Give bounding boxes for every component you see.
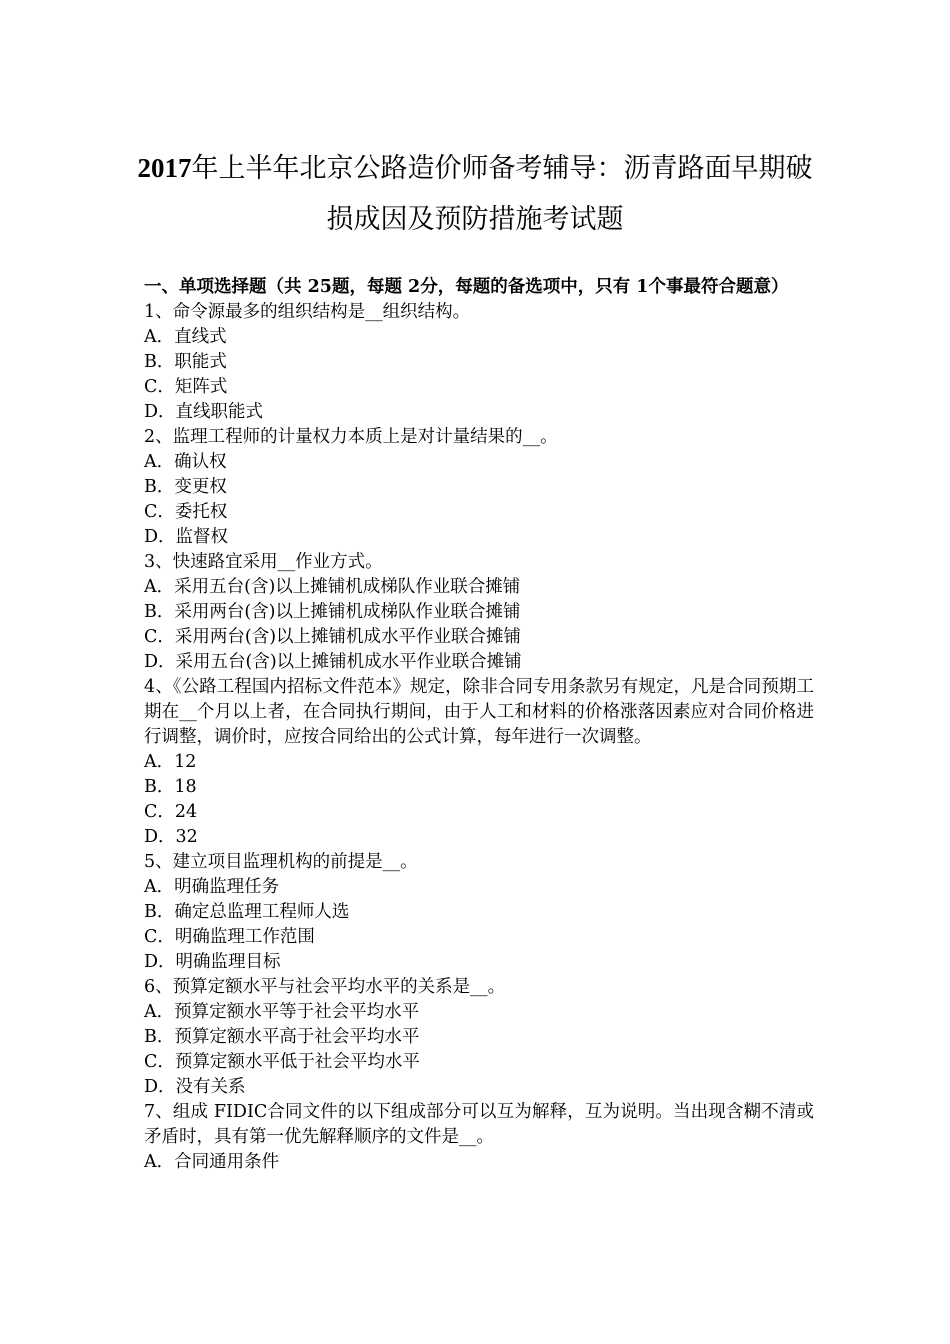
question-4: [144, 675, 814, 850]
section-heading: 一、单项选择题（共 25题，每题 2分，每题的备选项中，只有 1个事最符合题意）: [144, 277, 789, 297]
question-1: [144, 300, 814, 425]
option-a: A．采用五台(含)以上摊铺机成梯队作业联合摊铺: [144, 577, 521, 597]
option-d: D．监督权: [144, 527, 229, 547]
option-d: D．采用五台(含)以上摊铺机成水平作业联合摊铺: [144, 652, 522, 672]
option-a: A．直线式: [144, 327, 227, 347]
question-stem: 7、组成 FIDIC合同文件的以下组成部分可以互为解释，互为说明。当出现含糊不清或矛盾时，具有第一优先解释顺序的文件是__。: [144, 1102, 814, 1147]
question-stem: 6、预算定额水平与社会平均水平的关系是__。: [144, 977, 506, 997]
document-body: [144, 275, 814, 1175]
option-c: C．明确监理工作范围: [144, 927, 315, 947]
option-d: D．32: [144, 827, 198, 847]
option-b: B．预算定额水平高于社会平均水平: [144, 1027, 420, 1047]
question-stem: 5、建立项目监理机构的前提是__。: [144, 852, 418, 872]
option-b: B．18: [144, 777, 197, 797]
option-b: B．职能式: [144, 352, 227, 372]
option-a: A．明确监理任务: [144, 877, 280, 897]
question-6: [144, 975, 814, 1100]
title-year: 2017: [137, 153, 192, 183]
option-a: A．12: [144, 752, 197, 772]
option-a: A．确认权: [144, 452, 227, 472]
document-title-line-2: 损成因及预防措施考试题: [326, 204, 624, 235]
option-a: A．预算定额水平等于社会平均水平: [144, 1002, 420, 1022]
option-d: D．明确监理目标: [144, 952, 281, 972]
option-c: C．24: [144, 802, 198, 822]
question-stem: 3、快速路宜采用__作业方式。: [144, 552, 383, 572]
question-stem: 4、《公路工程国内招标文件范本》规定，除非合同专用条款另有规定，凡是合同预期工期在__个月以上者，在合同执行期间，由于人工和材料的价格涨落因素应对合同价格进行调整，调价时，应按合同给出的公式计算，每年进行一次调整。: [144, 677, 814, 747]
question-5: [144, 850, 814, 975]
option-a: A．合同通用条件: [144, 1152, 280, 1172]
option-c: C．预算定额水平低于社会平均水平: [144, 1052, 420, 1072]
title-text: 年上半年北京公路造价师备考辅导：沥青路面早期破: [191, 153, 813, 184]
option-c: C．委托权: [144, 502, 228, 522]
option-b: B．变更权: [144, 477, 227, 497]
option-b: B．确定总监理工程师人选: [144, 902, 350, 922]
option-d: D．直线职能式: [144, 402, 264, 422]
document-title-line-1: [0, 152, 950, 185]
option-c: C．采用两台(含)以上摊铺机成水平作业联合摊铺: [144, 627, 522, 647]
option-d: D．没有关系: [144, 1077, 246, 1097]
question-stem: 1、命令源最多的组织结构是__组织结构。: [144, 302, 471, 322]
question-3: [144, 550, 814, 675]
option-c: C．矩阵式: [144, 377, 228, 397]
question-stem: 2、监理工程师的计量权力本质上是对计量结果的__。: [144, 427, 558, 447]
question-2: [144, 425, 814, 550]
question-7: [144, 1100, 814, 1175]
option-b: B．采用两台(含)以上摊铺机成梯队作业联合摊铺: [144, 602, 521, 622]
